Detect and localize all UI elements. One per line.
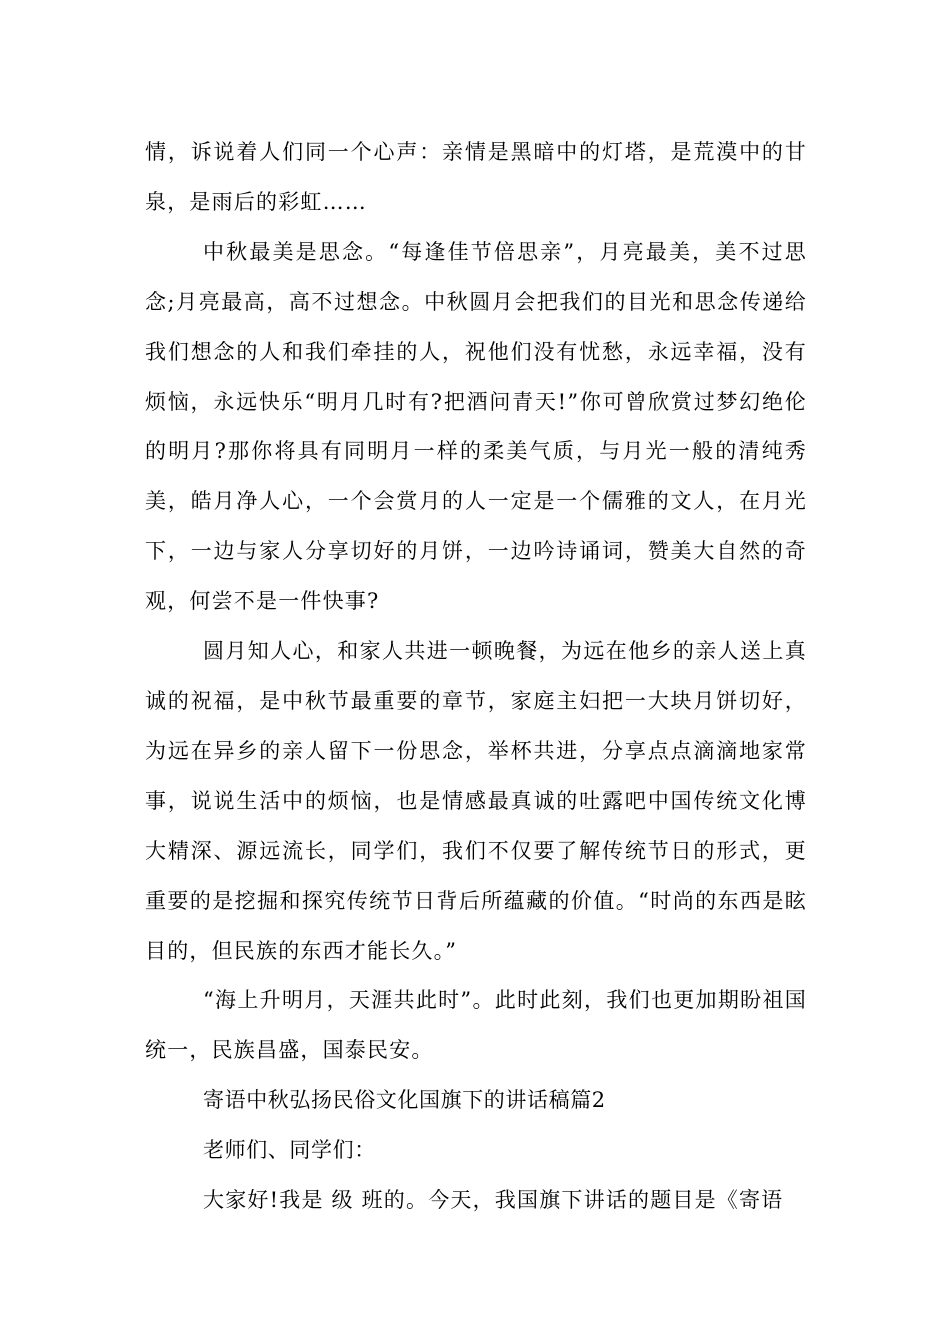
paragraph-mid-autumn-longing: 中秋最美是思念。“每逢佳节倍思亲”，月亮最美，美不过思念;月亮最高，高不过想念。中秋圆月会把我们的目光和思念传递给我们想念的人和我们牵挂的人，祝他们没有忧愁，永远幸福，没有烦恼，永远快乐“明月几时有?把酒问青天!”你可曾欣赏过梦幻绝伦的明月?那你将具有同明月一样的柔美气质，与月光一般的清纯秀美，皓月净人心，一个会赏月的人一定是一个儒雅的文人，在月光下，一边与家人分享切好的月饼，一边吟诗诵词，赞美大自然的奇观，何尝不是一件快事? [145, 239, 807, 614]
paragraph-closing-wish: “海上升明月，天涯共此时”。此时此刻，我们也更加期盼祖国统一，民族昌盛，国泰民安。 [145, 988, 807, 1063]
speech-opening: 大家好!我是 级 班的。今天，我国旗下讲话的题目是《寄语 [203, 1188, 784, 1213]
section-title: 寄语中秋弘扬民俗文化国旗下的讲话稿篇2 [203, 1088, 606, 1113]
salutation: 老师们、同学们： [203, 1138, 376, 1163]
paragraph-continued: 情，诉说着人们同一个心声：亲情是黑暗中的灯塔，是荒漠中的甘泉，是雨后的彩虹…… [145, 140, 807, 214]
document-body [145, 128, 807, 1226]
paragraph-family-reunion: 圆月知人心，和家人共进一顿晚餐，为远在他乡的亲人送上真诚的祝福，是中秋节最重要的章节，家庭主妇把一大块月饼切好，为远在异乡的亲人留下一份思念，举杯共进，分享点点滴滴地家常事，说说生活中的烦恼，也是情感最真诚的吐露吧中国传统文化博大精深、源远流长，同学们，我们不仅要了解传统节日的形式，更重要的是挖掘和探究传统节日背后所蕴藏的价值。“时尚的东西是眩目的，但民族的东西才能长久。” [145, 639, 807, 963]
